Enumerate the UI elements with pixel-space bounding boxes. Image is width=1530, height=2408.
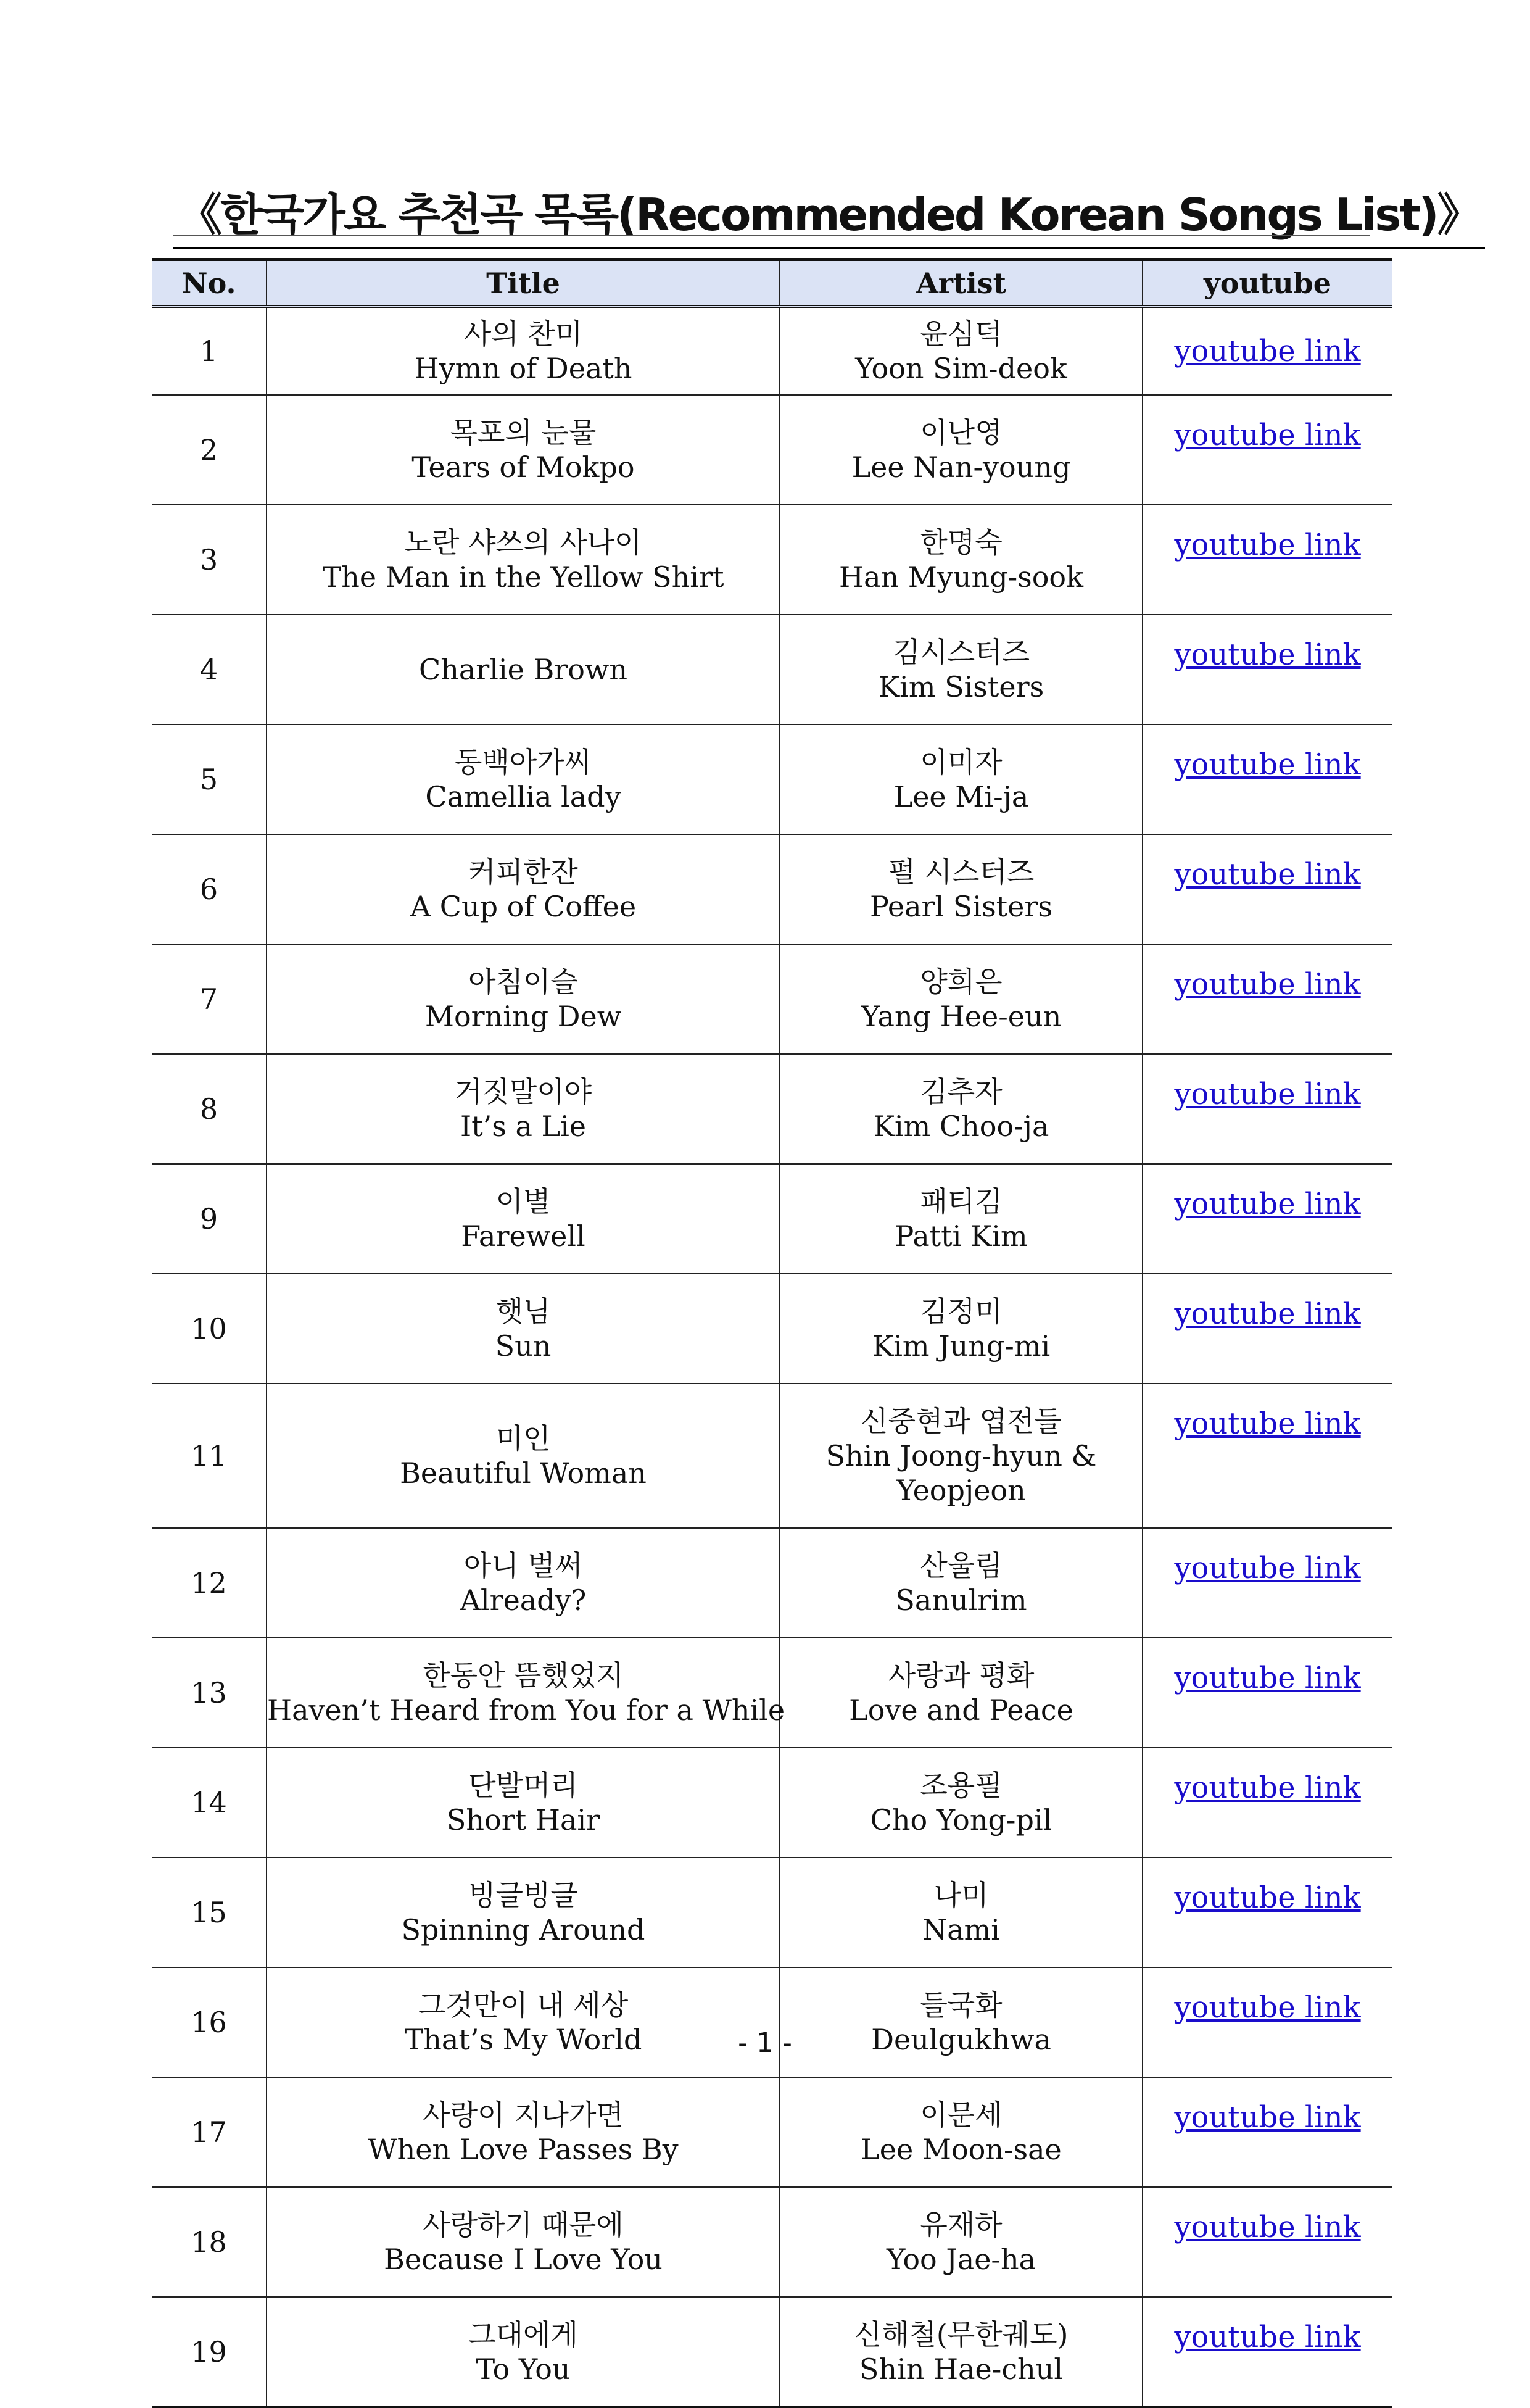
header-artist: Artist: [780, 260, 1143, 307]
table-row: [152, 2077, 1392, 2187]
song-number: 3: [152, 505, 267, 615]
youtube-link[interactable]: youtube link: [1174, 1077, 1361, 1111]
songs-table: [152, 258, 1392, 2408]
youtube-cell: [1143, 944, 1392, 1054]
artist-korean: 이미자: [920, 745, 1003, 779]
artist-cell: [780, 1748, 1143, 1858]
table-row: [152, 1748, 1392, 1858]
artist-cell: [780, 615, 1143, 724]
youtube-link[interactable]: youtube link: [1174, 1771, 1361, 1805]
table-row: [152, 724, 1392, 834]
song-number: 5: [152, 724, 267, 834]
artist-cell: [780, 944, 1143, 1054]
artist-cell: [780, 2077, 1143, 2187]
artist-cell: [780, 505, 1143, 615]
song-number: 12: [152, 1528, 267, 1638]
artist-english: Lee Mi-ja: [893, 780, 1029, 813]
youtube-link[interactable]: youtube link: [1174, 747, 1361, 782]
artist-korean: 신해철(무한궤도): [854, 2318, 1069, 2351]
artist-cell: [780, 1858, 1143, 1967]
artist-korean: 김추자: [920, 1075, 1003, 1108]
song-title-english: Tears of Mokpo: [411, 450, 635, 484]
song-title-cell: [267, 1638, 785, 1748]
artist-english: Kim Jung-mi: [872, 1329, 1051, 1363]
table-row: [152, 1967, 1392, 2077]
song-title-korean: 거짓말이야: [454, 1075, 592, 1108]
song-title-english: Already?: [460, 1584, 587, 1617]
song-title-english: Sun: [495, 1329, 552, 1363]
artist-korean: 김시스터즈: [892, 636, 1030, 669]
song-title-cell: [267, 307, 780, 395]
artist-english: Pearl Sisters: [870, 890, 1052, 923]
song-number: 13: [152, 1638, 267, 1748]
youtube-cell: [1143, 1967, 1392, 2077]
artist-english: Love and Peace: [849, 1693, 1073, 1727]
song-title-english: Because I Love You: [384, 2243, 663, 2276]
song-title-cell: [267, 1858, 780, 1967]
song-title-english: Camellia lady: [425, 780, 621, 813]
song-number: 7: [152, 944, 267, 1054]
song-title-korean: 햇님: [495, 1295, 551, 1328]
youtube-link[interactable]: youtube link: [1174, 1880, 1361, 1915]
artist-english: Shin Hae-chul: [859, 2352, 1064, 2386]
youtube-cell: [1143, 395, 1392, 505]
song-number: 17: [152, 2077, 267, 2187]
song-number: 9: [152, 1164, 267, 1274]
youtube-link[interactable]: youtube link: [1174, 1661, 1361, 1695]
song-title-korean: 사랑이 지나가면: [423, 2098, 624, 2132]
youtube-link[interactable]: youtube link: [1174, 418, 1361, 452]
artist-cell: [780, 1638, 1143, 1748]
song-number: 16: [152, 1967, 267, 2077]
artist-korean: 김정미: [920, 1295, 1003, 1328]
table-header-row: [152, 260, 1392, 307]
artist-english: Yoo Jae-ha: [886, 2243, 1036, 2276]
song-title-cell: [267, 1748, 780, 1858]
artist-english: Sanulrim: [895, 1584, 1027, 1617]
artist-korean: 나미: [933, 1879, 989, 1912]
song-title-korean: 이별: [495, 1185, 551, 1218]
artist-english: Yoon Sim-deok: [855, 352, 1067, 385]
song-title-cell: [267, 1054, 780, 1164]
artist-cell: [780, 1164, 1143, 1274]
artist-english: Lee Moon-sae: [861, 2133, 1062, 2166]
youtube-cell: [1143, 1528, 1392, 1638]
artist-korean: 들국화: [920, 1988, 1003, 2022]
youtube-cell: [1143, 1054, 1392, 1164]
title-underline: [173, 235, 1370, 236]
youtube-cell: [1143, 1384, 1392, 1528]
artist-cell: [780, 834, 1143, 944]
youtube-link[interactable]: youtube link: [1174, 2100, 1361, 2135]
song-title-korean: 노란 샤쓰의 사나이: [404, 526, 642, 559]
artist-english: Lee Nan-young: [851, 450, 1071, 484]
artist-english: Patti Kim: [895, 1219, 1028, 1253]
youtube-link[interactable]: youtube link: [1174, 1551, 1361, 1585]
youtube-cell: [1143, 834, 1392, 944]
song-title-cell: [267, 834, 780, 944]
header-no: No.: [152, 260, 267, 307]
youtube-link[interactable]: youtube link: [1174, 967, 1361, 1002]
youtube-cell: [1143, 1274, 1392, 1384]
song-title-korean: 그것만이 내 세상: [418, 1988, 629, 2022]
song-number: 6: [152, 834, 267, 944]
artist-cell: [780, 307, 1143, 395]
youtube-link[interactable]: youtube link: [1174, 1406, 1361, 1441]
artist-korean: 양희은: [920, 965, 1003, 998]
table-row: [152, 834, 1392, 944]
artist-korean: 패티김: [920, 1185, 1003, 1218]
song-number: 10: [152, 1274, 267, 1384]
artist-korean: 유재하: [920, 2208, 1003, 2241]
youtube-link[interactable]: youtube link: [1174, 1990, 1361, 2025]
song-title-english: Short Hair: [446, 1803, 600, 1837]
artist-english: Deulgukhwa: [871, 2023, 1051, 2056]
artist-cell: [780, 1274, 1143, 1384]
table-row: [152, 2297, 1392, 2407]
youtube-cell: [1143, 2187, 1392, 2297]
table-row: [152, 2187, 1392, 2297]
song-title-cell: [267, 1967, 780, 2077]
youtube-cell: [1143, 1638, 1392, 1748]
song-title-cell: [267, 1164, 780, 1274]
youtube-cell: [1143, 724, 1392, 834]
song-title-cell: [267, 2077, 780, 2187]
song-title-korean: 커피한잔: [468, 855, 578, 889]
youtube-cell: [1143, 1748, 1392, 1858]
song-title-english: A Cup of Coffee: [410, 890, 637, 923]
song-title-english: When Love Passes By: [368, 2133, 679, 2166]
table-row: [152, 1164, 1392, 1274]
artist-korean: 신중현과 엽전들: [861, 1405, 1062, 1438]
youtube-link[interactable]: youtube link: [1174, 1297, 1361, 1331]
artist-english: Cho Yong-pil: [870, 1803, 1052, 1837]
song-title-korean: 사의 찬미: [463, 317, 583, 351]
artist-korean: 조용필: [920, 1769, 1003, 1802]
song-title-cell: [267, 395, 780, 505]
youtube-link[interactable]: youtube link: [1174, 334, 1361, 368]
artist-korean: 윤심덕: [920, 317, 1003, 351]
song-title-cell: [267, 724, 780, 834]
artist-cell: [780, 1384, 1143, 1528]
song-title-cell: [267, 944, 780, 1054]
youtube-link[interactable]: youtube link: [1174, 528, 1361, 562]
title-block: [173, 179, 1480, 249]
artist-cell: [780, 1054, 1143, 1164]
artist-english: Han Myung-sook: [839, 560, 1083, 594]
artist-english: Nami: [922, 1913, 1000, 1946]
song-title-english: Haven’t Heard from You for a While: [267, 1693, 785, 1727]
youtube-cell: [1143, 1164, 1392, 1274]
table-row: [152, 615, 1392, 724]
artist-english: Yang Hee-eun: [861, 1000, 1062, 1033]
song-title-cell: [267, 615, 780, 724]
song-number: 1: [152, 307, 267, 395]
youtube-link[interactable]: youtube link: [1174, 637, 1361, 672]
song-number: 2: [152, 395, 267, 505]
table-row: [152, 944, 1392, 1054]
artist-korean: 펄 시스터즈: [888, 855, 1035, 889]
song-title-english: Hymn of Death: [414, 352, 632, 385]
song-number: 14: [152, 1748, 267, 1858]
song-title-korean: 동백아가씨: [454, 745, 592, 779]
song-number: 4: [152, 615, 267, 724]
song-title-korean: 아침이슬: [468, 965, 578, 998]
song-title-english: Morning Dew: [424, 1000, 622, 1033]
youtube-link[interactable]: youtube link: [1174, 857, 1361, 892]
artist-korean: 사랑과 평화: [888, 1659, 1035, 1692]
artist-english-continued: Yeopjeon: [896, 1474, 1026, 1507]
song-title-cell: [267, 1528, 780, 1638]
song-title-english: Farewell: [461, 1219, 585, 1253]
song-title-korean: 미인: [495, 1422, 551, 1455]
artist-cell: [780, 395, 1143, 505]
song-title-korean: 아니 벌써: [463, 1549, 583, 1582]
artist-korean: 한명숙: [920, 526, 1003, 559]
table-row: [152, 307, 1392, 395]
artist-cell: [780, 2187, 1143, 2297]
song-title-english: That’s My World: [404, 2023, 642, 2056]
youtube-cell: [1143, 505, 1392, 615]
youtube-cell: [1143, 2297, 1392, 2407]
artist-cell: [780, 1528, 1143, 1638]
song-title-cell: [267, 1384, 780, 1528]
artist-korean: 이문세: [920, 2098, 1003, 2132]
header-title: Title: [267, 260, 780, 307]
song-title-english: The Man in the Yellow Shirt: [322, 560, 724, 594]
song-title-english: It’s a Lie: [460, 1110, 587, 1143]
song-title-korean: 그대에게: [468, 2318, 578, 2351]
table-row: [152, 1274, 1392, 1384]
table-body: [152, 307, 1392, 2407]
table-row: [152, 505, 1392, 615]
table-row: [152, 1638, 1392, 1748]
song-title-cell: [267, 505, 780, 615]
song-title-english: Charlie Brown: [419, 653, 627, 686]
artist-cell: [780, 1967, 1143, 2077]
song-title-korean: 한동안 뜸했었지: [423, 1659, 624, 1692]
song-number: 19: [152, 2297, 267, 2407]
youtube-cell: [1143, 1858, 1392, 1967]
song-title-cell: [267, 1274, 780, 1384]
youtube-cell: [1143, 307, 1392, 395]
youtube-link[interactable]: youtube link: [1174, 2210, 1361, 2244]
artist-korean: 이난영: [920, 416, 1003, 449]
youtube-cell: [1143, 2077, 1392, 2187]
song-title-korean: 목포의 눈물: [450, 416, 597, 449]
song-number: 18: [152, 2187, 267, 2297]
table-row: [152, 1858, 1392, 1967]
song-number: 8: [152, 1054, 267, 1164]
youtube-link[interactable]: youtube link: [1174, 2320, 1361, 2354]
artist-english: Kim Choo-ja: [873, 1110, 1049, 1143]
artist-english: Kim Sisters: [878, 670, 1044, 704]
song-title-english: Spinning Around: [401, 1913, 645, 1946]
song-title-korean: 사랑하기 때문에: [423, 2208, 624, 2241]
song-title-cell: [267, 2187, 780, 2297]
artist-english: Shin Joong-hyun &: [825, 1439, 1097, 1472]
document-title: 《한국가요 추천곡 목록(Recommended Korean Songs List)》: [173, 179, 1485, 249]
header-youtube: youtube: [1143, 260, 1392, 307]
song-title-korean: 단발머리: [468, 1769, 578, 1802]
artist-cell: [780, 724, 1143, 834]
song-title-english: Beautiful Woman: [400, 1456, 647, 1490]
song-title-english: To You: [476, 2352, 571, 2386]
table-row: [152, 395, 1392, 505]
song-number: 15: [152, 1858, 267, 1967]
table-row: [152, 1528, 1392, 1638]
youtube-cell: [1143, 615, 1392, 724]
song-title-cell: [267, 2297, 780, 2407]
artist-cell: [780, 2297, 1143, 2407]
page-number: - 1 -: [738, 2027, 792, 2059]
song-number: 11: [152, 1384, 267, 1528]
table-row: [152, 1054, 1392, 1164]
artist-korean: 산울림: [920, 1549, 1003, 1582]
song-title-korean: 빙글빙글: [468, 1879, 578, 1912]
youtube-link[interactable]: youtube link: [1174, 1187, 1361, 1221]
table-row: [152, 1384, 1392, 1528]
